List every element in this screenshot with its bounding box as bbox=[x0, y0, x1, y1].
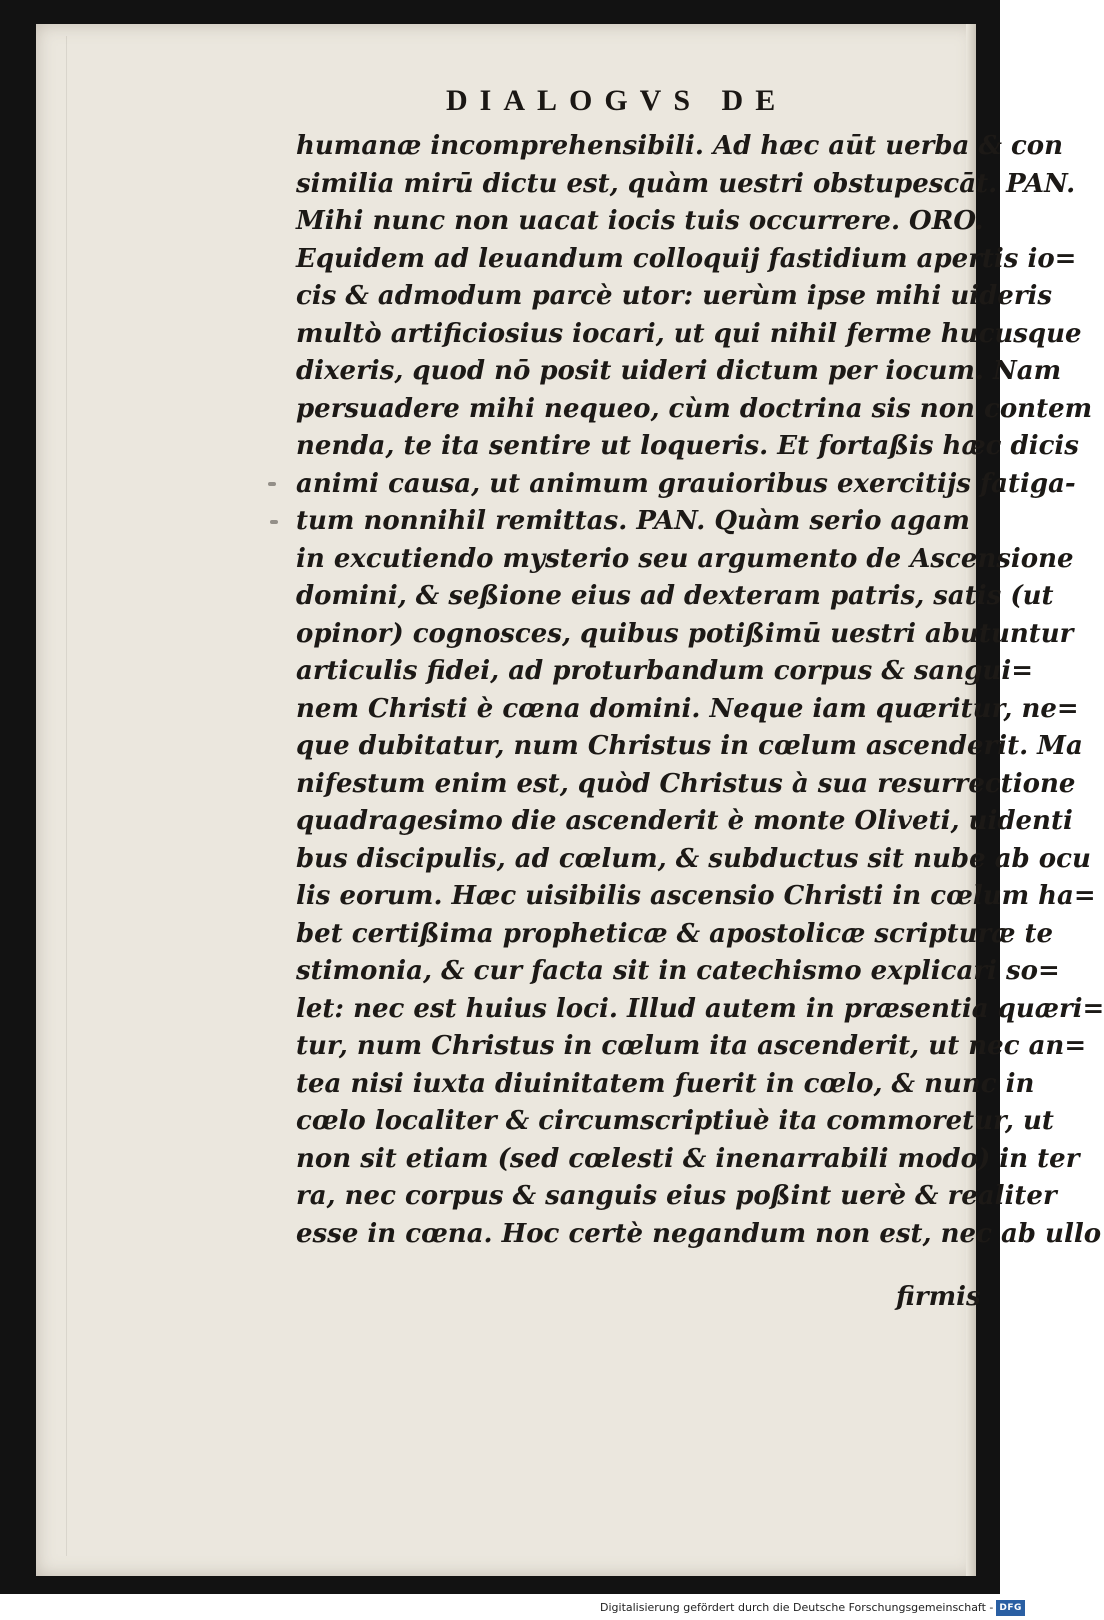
text-line: Mihi nunc non uacat iocis tuis occurrere. ORO. bbox=[296, 206, 984, 236]
text-line: esse in cœna. Hoc certè negandum non est, nec ab ullo bbox=[296, 1218, 1102, 1249]
text-line: que dubitatur, num Christus in cœlum ascenderit. Ma bbox=[296, 731, 1083, 761]
text-line: tur, num Christus in cœlum ita ascenderit, ut nec an= bbox=[296, 1031, 1087, 1061]
text-line: cœlo localiter & circumscriptiuè ita commoretur, ut bbox=[296, 1106, 1054, 1136]
text-line: articulis fidei, ad proturbandum corpus & sangui= bbox=[296, 656, 1034, 686]
text-line: dixeris, quod nō posit uideri dictum per iocum. Nam bbox=[296, 356, 1062, 386]
text-line: domini, & seßione eius ad dexteram patris, satis (ut bbox=[296, 581, 1054, 611]
digitization-credit bbox=[600, 1600, 1022, 1616]
credit-text: Digitalisierung gefördert durch die Deutsche Forschungsgemeinschaft - bbox=[600, 1601, 994, 1614]
text-line: cis & admodum parcè utor: uerùm ipse mihi uideris bbox=[296, 281, 1053, 311]
running-head: DIALOGVS DE bbox=[446, 84, 788, 117]
dfg-logo: DFG bbox=[996, 1600, 1025, 1616]
text-line: nifestum enim est, quòd Christus à sua resurrectione bbox=[296, 768, 1076, 799]
text-line: multò artificiosius iocari, ut qui nihil ferme hucusque bbox=[296, 318, 1082, 349]
text-line: nenda, te ita sentire ut loqueris. Et fortaßis hæc dicis bbox=[296, 431, 1079, 461]
text-line: tum nonnihil remittas. PAN. Quàm serio agam bbox=[296, 506, 970, 536]
text-line: opinor) cognosces, quibus potißimū uestri abutuntur bbox=[296, 618, 1074, 649]
text-line: quadragesimo die ascenderit è monte Olivetі, uidenti bbox=[296, 806, 1073, 836]
text-line: bus discipulis, ad cœlum, & subductus sit nube ab ocu bbox=[296, 843, 1091, 874]
text-line: bet certißima propheticæ & apostolicæ scripturæ te bbox=[296, 918, 1054, 949]
text-line: similia mirū dictu est, quàm uestri obstupescāt. PAN. bbox=[296, 168, 1076, 199]
text-line: non sit etiam (sed cœlesti & inenarrabili modo) in ter bbox=[296, 1143, 1080, 1174]
text-line: animi causa, ut animum grauioribus exercitijs fatiga- bbox=[296, 468, 1076, 499]
margin-mark bbox=[270, 520, 278, 524]
text-line: lis eorum. Hæc uisibilis ascensio Christi in cœlum ha= bbox=[296, 881, 1096, 911]
text-line: persuadere mihi nequeo, cùm doctrina sis non contem bbox=[296, 393, 1093, 424]
text-line: ra, nec corpus & sanguis eius poßint uerè & realiter bbox=[296, 1181, 1057, 1211]
body-text bbox=[296, 128, 1104, 1253]
text-line: humanæ incomprehensibili. Ad hæc aūt uerba & con bbox=[296, 131, 1064, 161]
text-line: nem Christi è cœna domini. Neque iam quæritur, ne= bbox=[296, 693, 1079, 724]
text-line: in excutiendo mysterio seu argumento de Ascensione bbox=[296, 543, 1074, 574]
text-line: tea nisi iuxta diuinitatem fuerit in cœlo, & nunc in bbox=[296, 1068, 1035, 1099]
margin-mark bbox=[268, 482, 276, 486]
page-crease bbox=[66, 36, 67, 1556]
text-line: Equidem ad leuandum colloquij fastidium apertis io= bbox=[296, 243, 1077, 274]
catchword: firmis bbox=[896, 1282, 981, 1312]
text-line: let: nec est huius loci. Illud autem in præsentia quæri= bbox=[296, 993, 1104, 1024]
text-line: stimonia, & cur facta sit in catechismo explicari so= bbox=[296, 956, 1060, 986]
